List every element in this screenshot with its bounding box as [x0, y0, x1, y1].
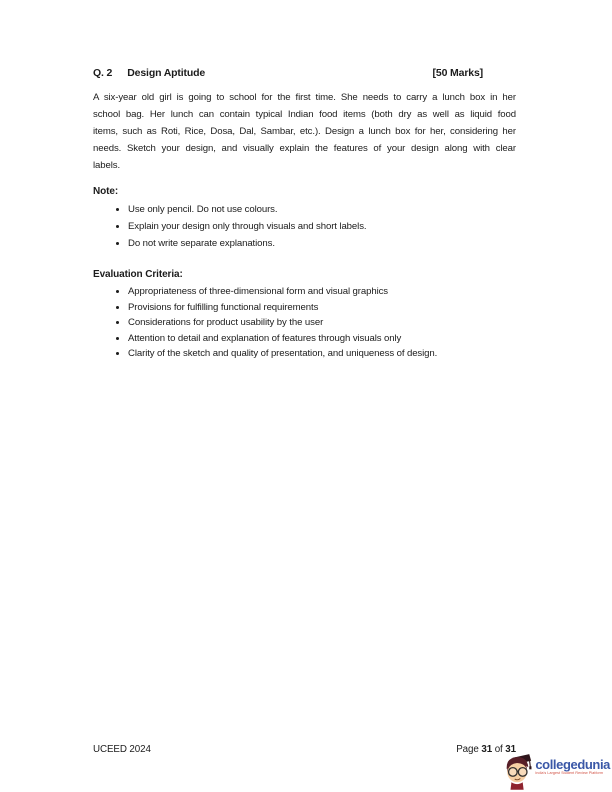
brand-tagline: India's Largest Student Review Platform: [535, 771, 604, 775]
collegedunia-logo: [503, 752, 610, 792]
question-header-left: [93, 66, 205, 80]
prompt-line: A six-year old girl is going to school for the first time. She needs to carry a lunch box in her: [93, 92, 516, 103]
exam-name: UCEED 2024: [93, 744, 151, 755]
note-item: • Explain your design only through visuals and short labels.: [128, 218, 516, 235]
evaluation-item: • Considerations for product usability by the user: [128, 315, 516, 331]
page-footer: [93, 744, 516, 756]
evaluation-item: • Provisions for fulfilling functional requirements: [128, 300, 516, 316]
prompt-line: labels.: [93, 160, 121, 171]
evaluation-item: • Clarity of the sketch and quality of presentation, and uniqueness of design.: [128, 346, 516, 362]
evaluation-list: [93, 284, 516, 362]
question-number: Q. 2: [93, 67, 113, 79]
note-item: • Do not write separate explanations.: [128, 235, 516, 252]
note-heading: Note:: [93, 186, 119, 197]
mascot-icon: [503, 752, 533, 792]
question-header: [93, 66, 516, 80]
page-number: Page 31 of 31: [456, 744, 516, 755]
brand-name: collegedunia: [535, 757, 610, 772]
question-prompt: [93, 89, 516, 174]
question-title: Design Aptitude: [127, 67, 206, 79]
prompt-line: school bag. Her lunch can contain typical Indian food items (both dry as well as liquid food: [93, 109, 516, 120]
prompt-line: items, such as Roti, Rice, Dosa, Dal, Sambar, etc.). Design a lunch box for her, considering her: [93, 126, 516, 137]
question-block: [93, 66, 516, 362]
prompt-line: needs. Sketch your design, and visually explain the features of your design along with clear: [93, 143, 516, 154]
evaluation-item: • Attention to detail and explanation of features through visuals only: [128, 331, 516, 347]
note-list: [93, 201, 516, 252]
note-item: • Use only pencil. Do not use colours.: [128, 201, 516, 218]
evaluation-item: • Appropriateness of three-dimensional form and visual graphics: [128, 284, 516, 300]
logo-text: [535, 752, 610, 776]
evaluation-heading: Evaluation Criteria:: [93, 269, 183, 280]
marks-label: [50 Marks]: [432, 67, 483, 79]
